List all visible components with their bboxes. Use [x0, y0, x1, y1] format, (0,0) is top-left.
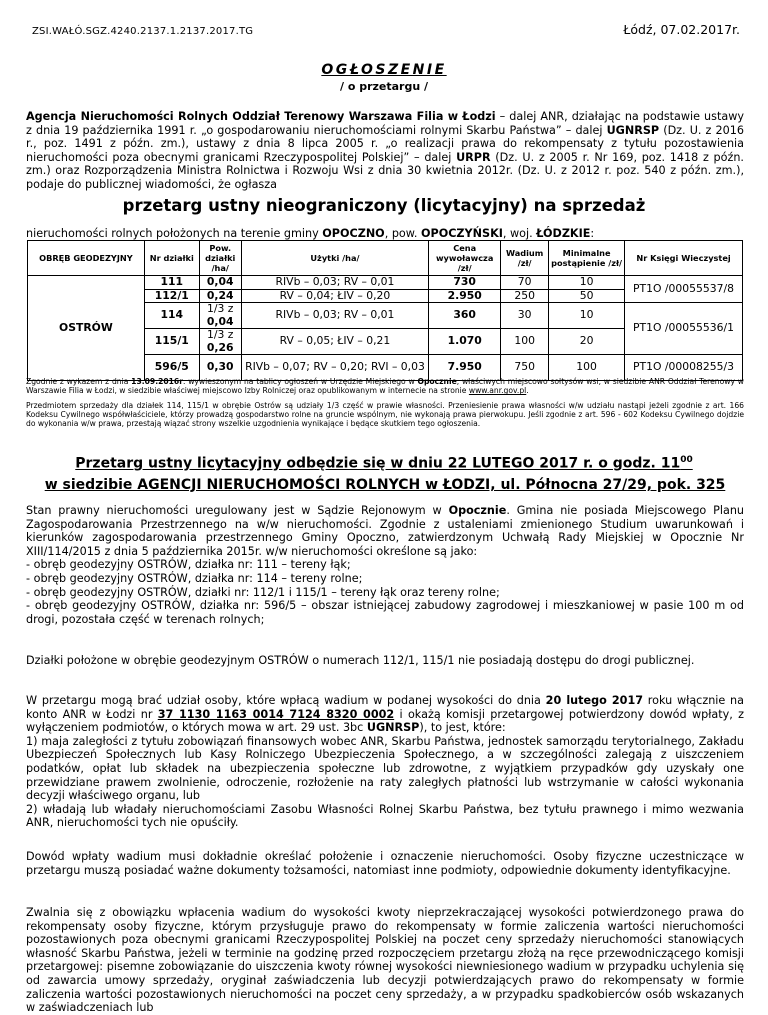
participation-text-3: i okażą komisji przetargowej potwierdzony dowód wpłaty, z wyłączeniem podmiotów, o których mowa w art. 29 ust. 3bc	[26, 707, 744, 735]
gmina-name: OPOCZNO	[322, 227, 385, 240]
intro-text-1: – dalej ANR, działając na podstawie ustawy z dnia 19 października 1991 r. „o gospodarowaniu nieruchomościami rolnymi Skarbu Państwa” – dalej	[26, 110, 744, 137]
row-pow: 0,04	[206, 314, 234, 328]
header-pow: Pow. działki /ha/	[199, 241, 241, 276]
participation-text-4: ), to jest, które:	[419, 721, 506, 735]
participation-paragraph	[26, 694, 744, 830]
place-date: Łódź, 07.02.2017r.	[623, 22, 740, 37]
deposit-deadline: 20 lutego 2017	[545, 694, 644, 707]
table-header-row	[28, 241, 743, 276]
intro-text-2: (Dz. U. z 2016 r., poz. 1491 z późn. zm.), ustawy z dnia 8 lipca 2005 r. „o realizacji prawa do rekompensaty z tytułu pozostawienia nieruchomości poza obecnymi granicami Rzeczypospolitej Polskiej” – dalej	[26, 123, 744, 164]
row-nr: 114	[144, 303, 199, 329]
row-cena: 2.950	[429, 289, 501, 303]
row-postapienie: 10	[549, 303, 625, 329]
intro-text-3: (Dz. U. z 2005 r. Nr 169, poz. 1418 z późn. zm.) oraz Rozporządzenia Ministra Rolnictwa i Rozwoju Wsi z dnia 30 kwietnia 2012r. (Dz. U. z 2012 r. poz. 540 z późn. zm.), podaje do publicznej wiadomości, że ogłasza	[26, 150, 744, 191]
header-uzytki: Użytki /ha/	[241, 241, 428, 276]
ugnrsp-ref: UGNRSP	[366, 721, 420, 735]
compensation-paragraph: Zwalnia się z obowiązku wpłacenia wadium do wysokości kwoty nieprzekraczającej wysokości potwierdzonego prawa do rekompensaty osoby fizyczne, którym przysługuje prawo do rekompensaty w formie zaliczenia wartości nieruchomości pozostawionych poza obecnymi granicami Rzeczypospolitej Polskiej na poczet ceny sprzedaży nieruchomości stanowiących własność Skarbu Państwa, jeżeli w terminie na godzinę przed rozpoczęciem przetargu złożą na ręce przewodniczącego komisji przetargowej: pisemne zobowiązanie do uiszczenia kwoty równej wysokości niewniesionego wadium w przypadku uchylenia się od zawarcia umowy sprzedaży, oryginał zaświadczenia lub decyzji potwierdzających prawo do rekompensaty w formie zaliczenia wartości pozostawionych nieruchomości na poczet ceny sprzedaży, a w przypadku spadkobierców osób wskazanych w zaświadczeniach lub	[26, 906, 744, 1015]
row-nr: 111	[144, 276, 199, 290]
row-postapienie: 50	[549, 289, 625, 303]
row-uzytki: RIVb – 0,07; RV – 0,20; RVI – 0,03	[241, 355, 428, 381]
location-line	[26, 227, 594, 240]
note-date: 13.09.2016r	[131, 377, 183, 386]
urpr-abbr: URPR	[456, 150, 491, 164]
intro-paragraph	[26, 110, 744, 192]
row-uzytki: RIVb – 0,03; RV – 0,01	[241, 276, 428, 290]
row-cena: 360	[429, 303, 501, 329]
document-title: OGŁOSZENIE	[321, 62, 447, 78]
note-text-4: .	[526, 386, 529, 396]
kw-cell-2: PT1O /00055536/1	[625, 303, 743, 355]
row-pow: 0,30	[199, 355, 241, 381]
court-town: Opocznie	[448, 504, 507, 517]
row-wadium: 30	[501, 303, 549, 329]
auction-venue-line: w siedzibie AGENCJI NIERUCHOMOŚCI ROLNYCH w ŁODZI, ul. Północna 27/29, pok. 325	[44, 477, 726, 493]
note-publication	[26, 377, 744, 395]
reference-number: ZSI.WAŁÓ.SGZ.4240.2137.1.2137.2017.TG	[32, 26, 254, 37]
note-text-2: . wywieszonym na tablicy ogłoszeń w Urzędzie Miejskiego w	[182, 377, 418, 386]
row-wadium: 250	[501, 289, 549, 303]
auction-date-text: Przetarg ustny licytacyjny odbędzie się w dniu 22 LUTEGO 2017 r. o godz. 11	[75, 455, 681, 472]
row-wadium: 750	[501, 355, 549, 381]
row-uzytki: RV – 0,04; ŁIV – 0,20	[241, 289, 428, 303]
note-text-1: Zgodnie z wykazem z dnia	[26, 377, 132, 386]
row-postapienie: 100	[549, 355, 625, 381]
row-postapienie: 10	[549, 276, 625, 290]
participation-text-2: roku włącznie na konto ANR w Łodzi nr	[26, 694, 744, 721]
row-pow-share: 1/3 z	[206, 328, 234, 341]
agency-name: Agencja Nieruchomości Rolnych Oddział Terenowy Warszawa Filia w Łodzi	[26, 110, 496, 123]
land-use-item: - obręb geodezyjny OSTRÓW, działka nr: 596/5 – obszar istniejącej zabudowy zagrodowej i mieszkaniowej w pasie 100 m od drogi, pozostała część w terenach rolnych;	[26, 599, 744, 626]
powiat-name: OPOCZYŃSKI	[421, 227, 503, 240]
row-cena: 730	[429, 276, 501, 290]
ugnrsp-abbr: UGNRSP	[606, 123, 660, 137]
header-obreb: OBRĘB GEODEZYJNY	[28, 241, 145, 276]
row-wadium: 70	[501, 276, 549, 290]
participation-text-1: W przetargu mogą brać udział osoby, które wpłacą wadium w podanej wysokości do dnia	[26, 694, 546, 707]
legal-text-1: Stan prawny nieruchomości uregulowany jest w Sądzie Rejonowym w	[26, 504, 449, 517]
auction-time-minutes: 00	[680, 455, 693, 465]
row-pow-share: 1/3 z	[206, 302, 234, 315]
row-uzytki: RV – 0,05; ŁIV – 0,21	[241, 329, 428, 355]
land-use-item: - obręb geodezyjny OSTRÓW, działki nr: 112/1 i 115/1 – tereny łąk oraz tereny rolne;	[26, 585, 500, 599]
kw-cell-1: PT1O /00055537/8	[625, 276, 743, 303]
header-kw: Nr Księgi Wieczystej	[625, 241, 743, 276]
row-nr: 112/1	[144, 289, 199, 303]
row-pow: 0,04	[199, 276, 241, 290]
header-nr: Nr działki	[144, 241, 199, 276]
row-cena: 7.950	[429, 355, 501, 381]
row-nr: 596/5	[144, 355, 199, 381]
land-use-item: - obręb geodezyjny OSTRÓW, działka nr: 111 – tereny łąk;	[26, 558, 351, 572]
legal-text-2: . Gmina nie posiada Miejscowego Planu Zagospodarowania Przestrzennego na w/w nieruchomości. Zgodnie z ustaleniami zmienionego Studium uwarunkowań i kierunków zagospodarowania przestrzennego Gminy Opoczno, zatwierdzonym Uchwałą Rady Miejskiej w Opocznie Nr XIII/114/2015 z dnia 5 października 2015r. w/w nieruchomości określone są jako:	[26, 504, 745, 558]
header-wadium: Wadium /zł/	[501, 241, 549, 276]
document-subtitle: / o przetargu /	[339, 80, 429, 93]
obreb-cell: OSTRÓW	[28, 276, 145, 381]
header-postapienie: Minimalne postąpienie /zł/	[549, 241, 625, 276]
row-wadium: 100	[501, 329, 549, 355]
bank-account-number: 37 1130 1163 0014 7124 8320 0002	[157, 707, 395, 721]
row-uzytki: RIVb – 0,03; RV – 0,01	[241, 303, 428, 329]
location-text-4: :	[590, 227, 595, 240]
table-row	[28, 276, 743, 290]
row-nr: 115/1	[144, 329, 199, 355]
auction-date-line	[0, 455, 768, 472]
kw-cell-3: PT1O /00008255/3	[625, 355, 743, 381]
woj-name: ŁÓDZKIE	[536, 227, 591, 240]
anr-website-link[interactable]: www.anr.gov.pl	[468, 386, 527, 396]
note-text-3: , właściwych miejscowo sołtysów wsi, w siedzibie ANR Oddział Terenowy w Warszawie Filia w Łodzi, w siedzibie właściwej miejscowo Izby Rolniczej oraz opublikowanym w internecie na stronie	[26, 377, 744, 396]
header-cena: Cena wywoławcza /zł/	[429, 241, 501, 276]
exclusion-item-2: 2) władają lub władały nieruchomościami Zasobu Własności Rolnej Skarbu Państwa, bez tytułu prawnego i mimo wezwania ANR, nieruchomości tych nie opuściły.	[26, 802, 744, 830]
row-cena: 1.070	[429, 329, 501, 355]
row-pow: 0,26	[206, 340, 234, 354]
row-pow: 0,24	[199, 289, 241, 303]
legal-status-paragraph	[26, 504, 744, 626]
row-pow-cell	[199, 303, 241, 329]
deposit-proof-paragraph: Dowód wpłaty wadium musi dokładnie określać położenie i oznaczenie nieruchomości. Osoby fizyczne uczestniczące w przetargu muszą posiadać ważne dokumenty tożsamości, natomiast inne podmioty, odpowiednie dokumenty identyfikacyjne.	[26, 850, 744, 877]
exclusion-item-1: 1) maja zaległości z tytułu zobowiązań finansowych wobec ANR, Skarbu Państwa, jednostek samorządu terytorialnego, Zakładu Ubezpieczeń Społecznych lub Kasy Rolniczego Ubezpieczenia Społecznego, a w szczególności zalegają z uiszczeniem podatków, opłat lub składek na ubezpieczenia społeczne lub zdrowotne, z wyjątkiem przypadków gdy uzyskały one przewidziane prawem zwolnienie, odroczenie, rozłożenie na raty zaległych płatności lub wstrzymanie w całości wykonania decyzji właściwego organu, lub	[26, 734, 744, 803]
road-access-paragraph: Działki położone w obrębie geodezyjnym OSTRÓW o numerach 112/1, 115/1 nie posiadają dostępu do drogi publicznej.	[26, 654, 695, 667]
location-text-3: , woj.	[502, 227, 537, 240]
row-pow-cell	[199, 329, 241, 355]
auction-heading: przetarg ustny nieograniczony (licytacyjny) na sprzedaż	[122, 196, 646, 215]
location-text-2: , pow.	[384, 227, 421, 240]
row-postapienie: 20	[549, 329, 625, 355]
property-table	[27, 240, 743, 381]
location-text-1: nieruchomości rolnych położonych na terenie gminy	[26, 227, 323, 240]
note-share-sale: Przedmiotem sprzedaży dla działek 114, 115/1 w obrębie Ostrów są udziały 1/3 część w prawie własności. Przeniesienie prawa własności w/w udziału nastąpi jeżeli zgodnie z art. 166 Kodeksu Cywilnego współwłaściciele, którzy prowadzą gospodarstwo rolne na gruncie wspólnym, nie wykonają prawa pierwokupu. Jeśli zgodnie z art. 596 - 602 Kodeksu Cywilnego dojdzie do wykonania w/w prawa, przestają wiązać strony wszelkie uzgodnienia wynikające i będące skutkiem tego ogłoszenia.	[26, 401, 744, 429]
note-town: Opocznie	[417, 377, 457, 386]
land-use-item: - obręb geodezyjny OSTRÓW, działka nr: 114 – tereny rolne;	[26, 571, 363, 585]
